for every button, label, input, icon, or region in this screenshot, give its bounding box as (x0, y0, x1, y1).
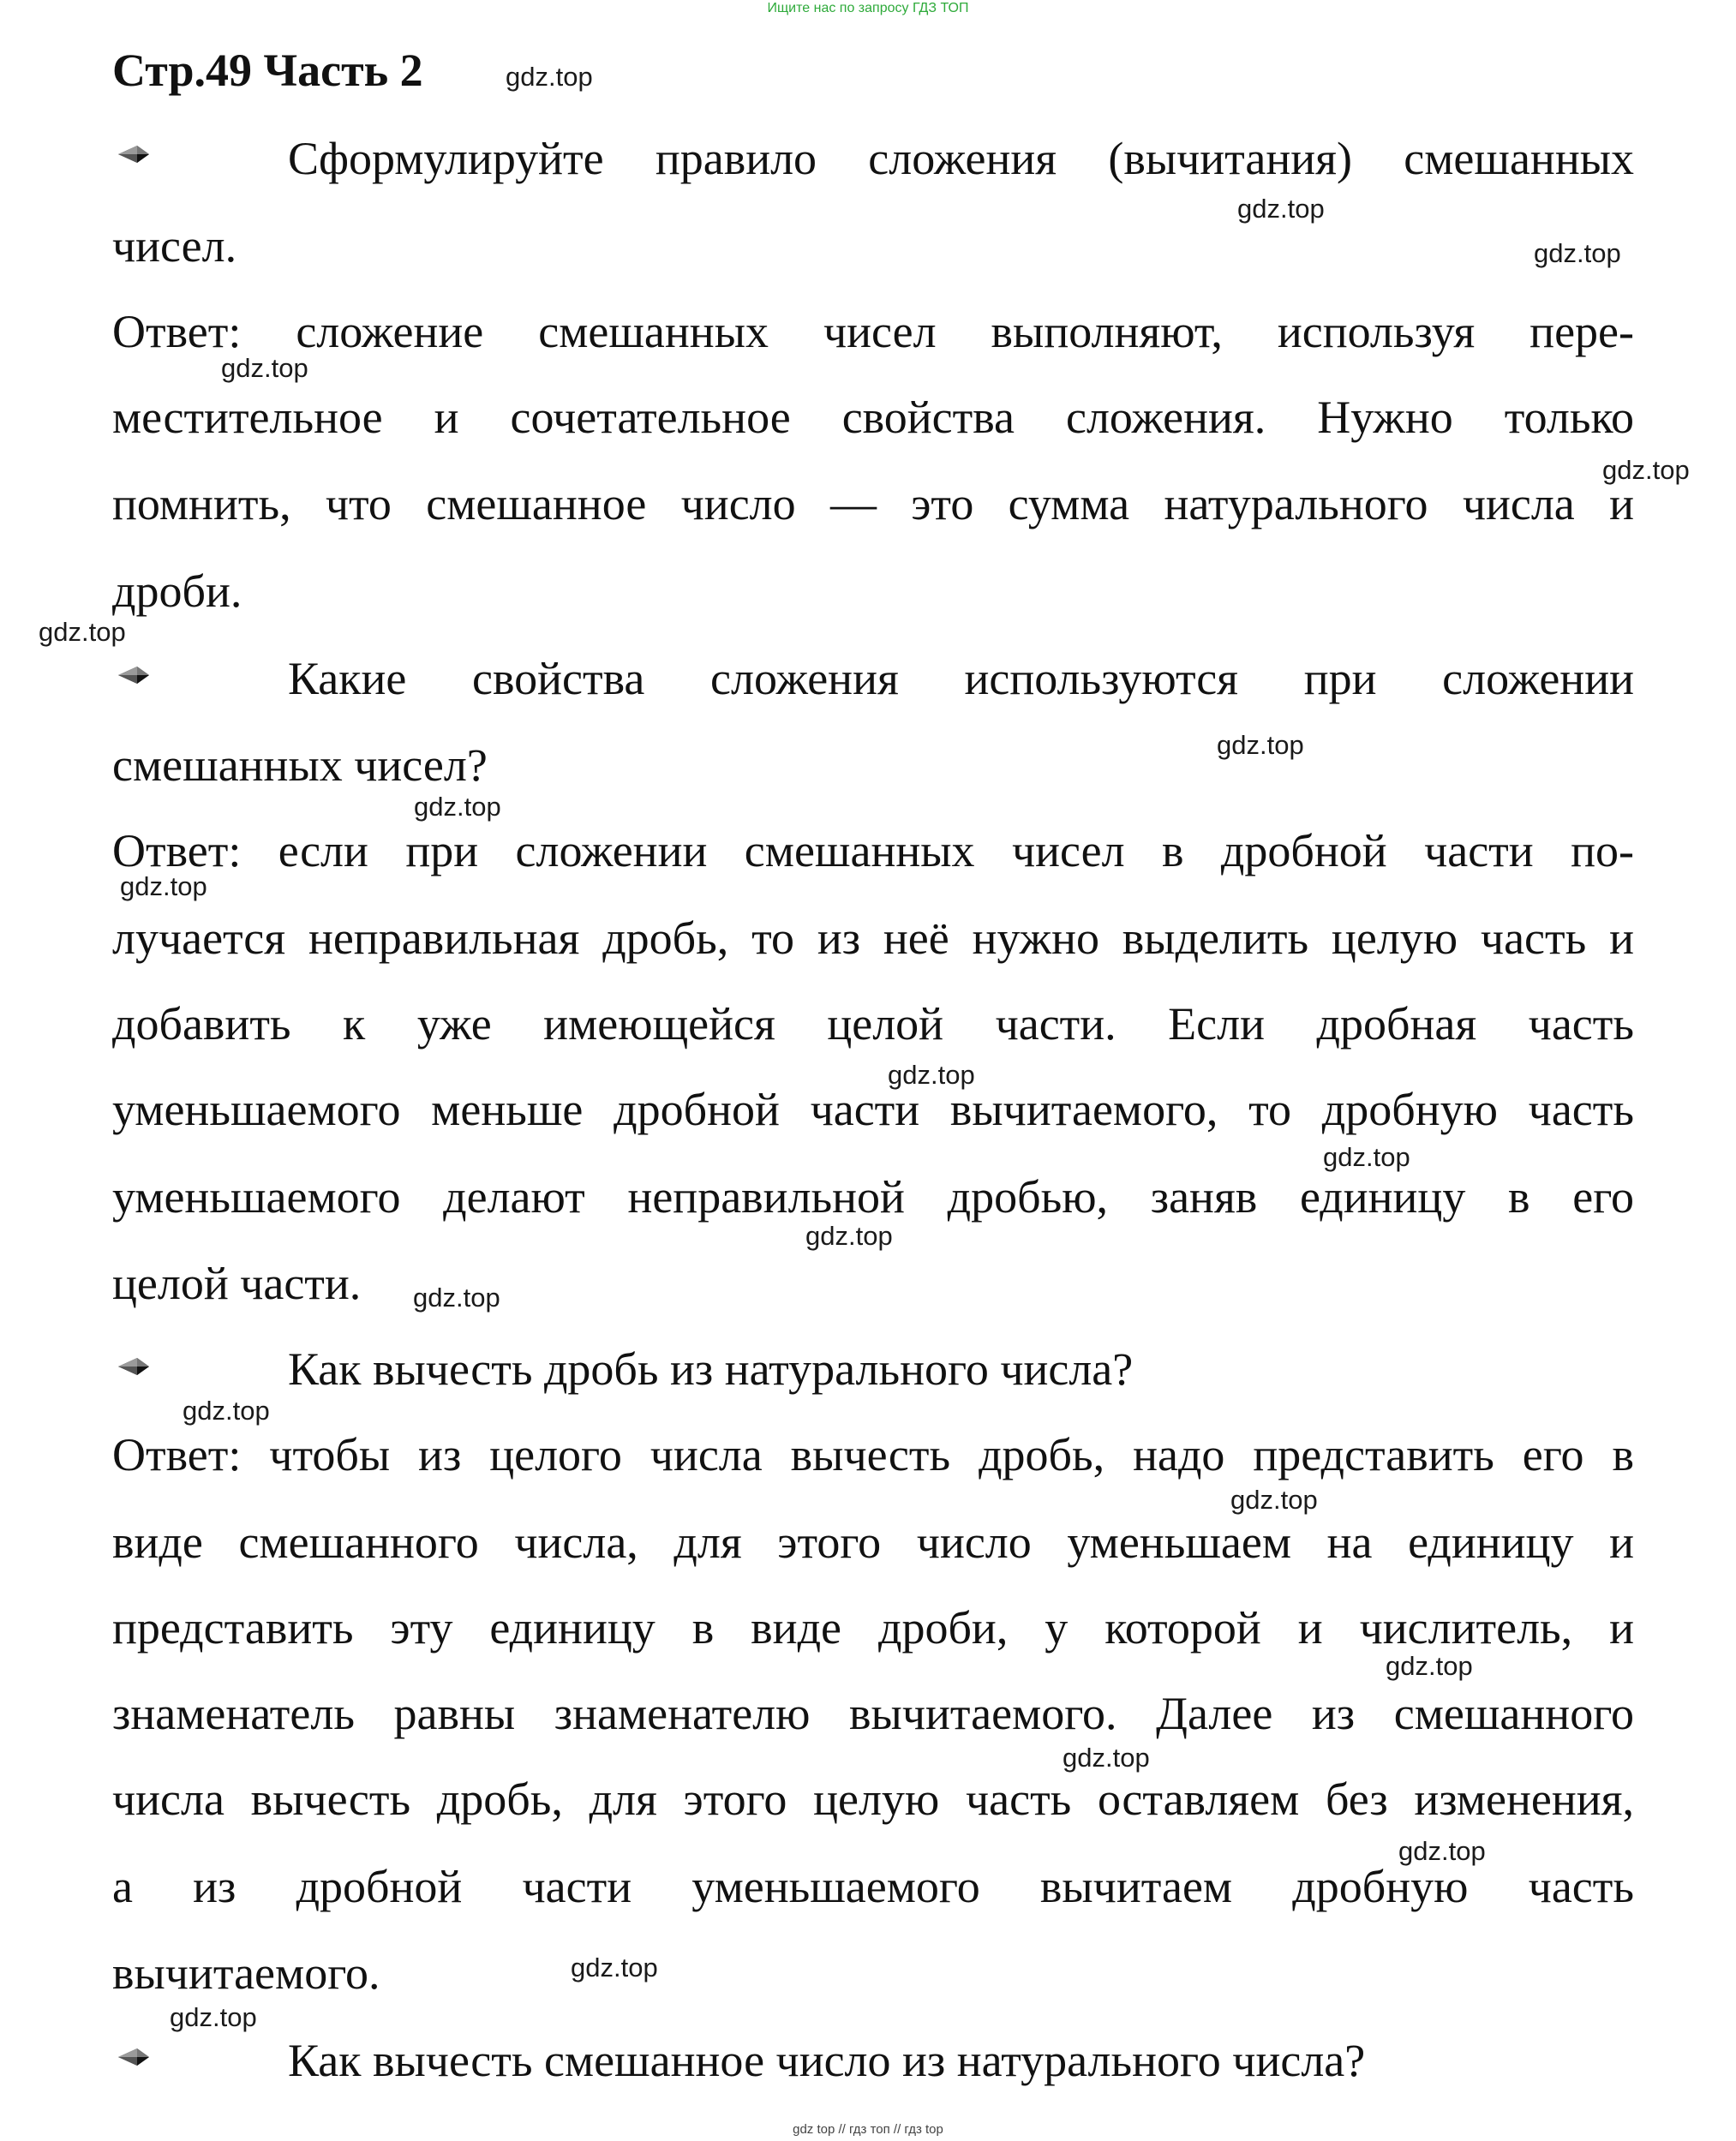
answer-1-line-4: дроби. (112, 565, 242, 617)
answer-3-line-3: представить эту единицу в виде дроби, у которой и числитель, и (112, 1602, 1634, 1654)
watermark: gdz.top (1323, 1142, 1410, 1172)
watermark: gdz.top (1386, 1651, 1473, 1681)
watermark: gdz.top (170, 2002, 257, 2032)
answer-2-line-4: уменьшаемого меньше дробной части вычитаемого, то дробную часть (112, 1084, 1634, 1135)
bullet-arrow-icon (117, 2040, 151, 2074)
watermark: gdz.top (183, 1396, 270, 1426)
question-2-line-2: смешанных чисел? (112, 739, 488, 791)
bullet-arrow-icon (117, 658, 151, 692)
watermark: gdz.top (221, 353, 308, 383)
watermark: gdz.top (506, 62, 593, 92)
watermark: gdz.top (414, 792, 501, 822)
watermark: gdz.top (888, 1060, 975, 1090)
answer-1-line-3: помнить, что смешанное число — это сумма натурального числа и (112, 478, 1634, 529)
watermark: gdz.top (39, 617, 126, 647)
answer-1-line-2: местительное и сочетательное свойства сложения. Нужно только (112, 392, 1634, 443)
answer-2-line-5: уменьшаемого делают неправильной дробью, заняв единицу в его (112, 1171, 1634, 1223)
footer-watermark: gdz top // гдз топ // гдз top (793, 2122, 943, 2137)
answer-3-line-4: знаменатель равны знаменателю вычитаемого. Далее из смешанного (112, 1688, 1634, 1739)
question-4-line-1: Как вычесть смешанное число из натурального числа? (288, 2035, 1366, 2086)
watermark: gdz.top (413, 1283, 500, 1313)
answer-3-line-2: виде смешанного числа, для этого число уменьшаем на единицу и (112, 1516, 1634, 1568)
watermark: gdz.top (1217, 730, 1304, 760)
watermark: gdz.top (1230, 1485, 1318, 1515)
watermark: gdz.top (1063, 1743, 1150, 1773)
bullet-arrow-icon (117, 1349, 151, 1384)
answer-2-line-2: лучается неправильная дробь, то из неё нужно выделить целую часть и (112, 912, 1634, 964)
answer-2-line-3: добавить к уже имеющейся целой части. Если дробная часть (112, 998, 1634, 1050)
answer-3-line-1: Ответ: чтобы из целого числа вычесть дробь, надо представить его в (112, 1429, 1634, 1480)
question-3-line-1: Как вычесть дробь из натурального числа? (288, 1343, 1134, 1395)
answer-3-line-7: вычитаемого. (112, 1947, 380, 1999)
watermark: gdz.top (120, 871, 207, 901)
watermark: gdz.top (1534, 238, 1621, 268)
question-1-line-1: Сформулируйте правило сложения (вычитания) смешанных (288, 133, 1634, 184)
answer-2-line-6: целой части. (112, 1258, 362, 1309)
answer-2-line-1: Ответ: если при сложении смешанных чисел в дробной части по- (112, 825, 1634, 876)
watermark: gdz.top (1237, 194, 1325, 224)
answer-3-line-5: числа вычесть дробь, для этого целую часть оставляем без изменения, (112, 1773, 1634, 1825)
bullet-arrow-icon (117, 137, 151, 171)
watermark: gdz.top (1602, 455, 1690, 485)
question-2-line-1: Какие свойства сложения используются при сложении (288, 653, 1634, 704)
watermark: gdz.top (805, 1221, 893, 1251)
answer-3-line-6: а из дробной части уменьшаемого вычитаем дробную часть (112, 1861, 1634, 1912)
page-title: Стр.49 Часть 2 (112, 45, 423, 96)
top-banner[interactable]: Ищите нас по запросу ГДЗ ТОП (767, 1, 969, 15)
watermark: gdz.top (1398, 1836, 1486, 1866)
answer-1-line-1: Ответ: сложение смешанных чисел выполняют, используя пере- (112, 306, 1634, 357)
question-1-line-2: чисел. (112, 220, 237, 272)
watermark: gdz.top (571, 1953, 658, 1983)
